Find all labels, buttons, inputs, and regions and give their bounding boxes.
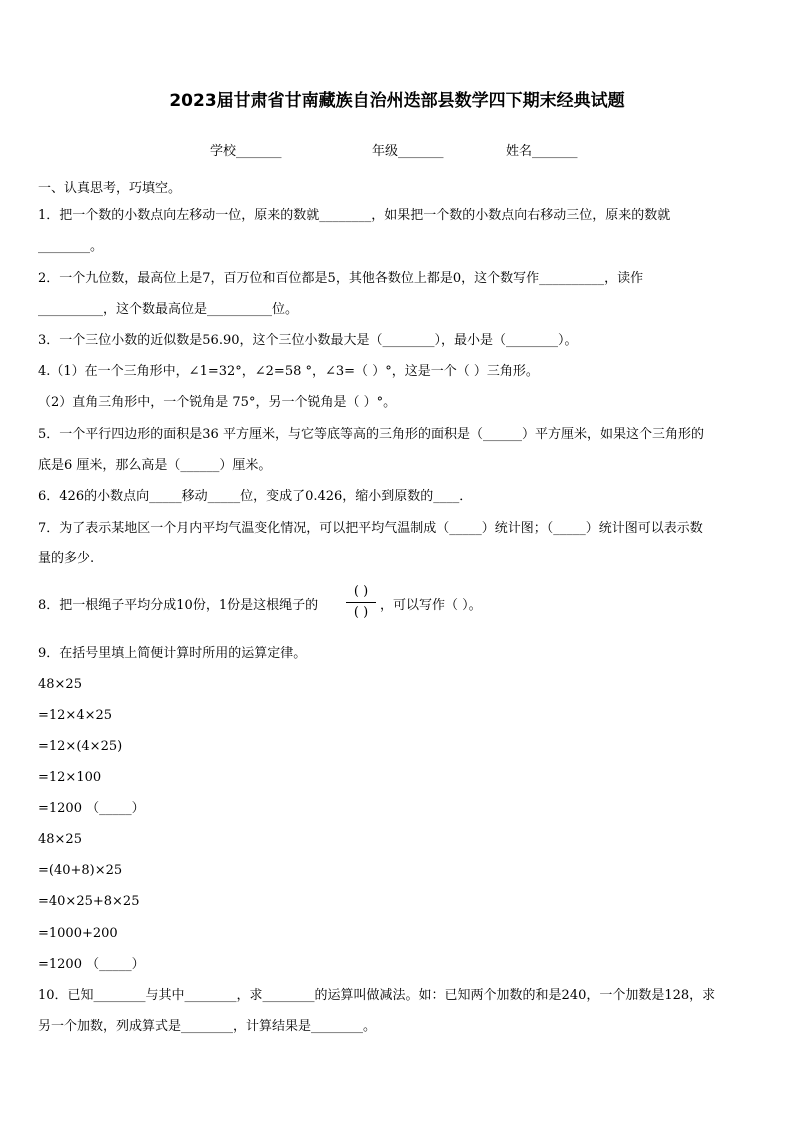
fraction-numerator: ( ) xyxy=(353,584,369,599)
question-1-line-2: ________。 xyxy=(38,239,104,254)
question-8-text: 8．把一根绳子平均分成10份，1份是这根绳子的 xyxy=(38,598,319,613)
question-5-line-1: 5．一个平行四边形的面积是36 平方厘米，与它等底等高的三角形的面积是（______）平方厘米，如果这个三角形的 xyxy=(38,427,704,442)
question-2-line-1: 2．一个九位数，最高位上是7，百万位和百位都是5，其他各数位上都是0，这个数写作__________，读作 xyxy=(38,271,644,286)
section-heading: 一、认真思考，巧填空。 xyxy=(38,181,182,196)
question-9: 9．在括号里填上简便计算时所用的运算定律。 xyxy=(38,646,307,661)
page-title: 2023届甘肃省甘南藏族自治州迭部县数学四下期末经典试题 xyxy=(169,91,625,111)
calc-step: =(40+8)×25 xyxy=(38,863,123,878)
calc-step: 48×25 xyxy=(38,832,82,847)
question-2-line-2: __________，这个数最高位是__________位。 xyxy=(38,302,299,317)
question-8-fraction xyxy=(346,584,376,621)
calc-step: =40×25+8×25 xyxy=(38,894,140,909)
name-field: 姓名_______ xyxy=(506,144,578,159)
question-5-line-2: 底是6 厘米，那么高是（______）厘米。 xyxy=(38,458,272,473)
fraction-denominator: ( ) xyxy=(353,605,369,620)
calc-step: =1200 （_____） xyxy=(38,801,145,816)
question-7-line-2: 量的多少. xyxy=(38,551,95,566)
calc-step: =1200 （_____） xyxy=(38,957,145,972)
question-10-line-1: 10．已知________与其中________，求________的运算叫做减法。如：已知两个加数的和是240，一个加数是128，求 xyxy=(38,988,716,1003)
calc-step: =12×(4×25) xyxy=(38,739,123,754)
fraction-bar xyxy=(346,602,376,603)
question-8-suffix: ，可以写作（ ）。 xyxy=(380,598,482,613)
question-1-line-1: 1．把一个数的小数点向左移动一位，原来的数就________，如果把一个数的小数点向右移动三位，原来的数就 xyxy=(38,208,671,223)
school-field: 学校_______ xyxy=(210,144,282,159)
question-4-line-1: 4.（1）在一个三角形中，∠1=32°，∠2=58 °，∠3=（ ）°，这是一个（ ）三角形。 xyxy=(38,364,539,379)
calc-step: 48×25 xyxy=(38,677,82,692)
grade-field: 年级_______ xyxy=(372,144,444,159)
question-10-line-2: 另一个加数，列成算式是________，计算结果是________。 xyxy=(38,1019,377,1034)
question-6: 6．426的小数点向_____移动_____位，变成了0.426，缩小到原数的____． xyxy=(38,489,473,504)
question-7-line-1: 7．为了表示某地区一个月内平均气温变化情况，可以把平均气温制成（_____）统计图；（_____）统计图可以表示数 xyxy=(38,521,703,536)
calc-step: =12×100 xyxy=(38,770,102,785)
question-4-line-2: （2）直角三角形中，一个锐角是 75°，另一个锐角是（ ）°。 xyxy=(38,395,397,410)
calc-step: =12×4×25 xyxy=(38,708,113,723)
calc-step: =1000+200 xyxy=(38,926,118,941)
question-3: 3．一个三位小数的近似数是56.90，这个三位小数最大是（________），最小是（________）。 xyxy=(38,333,578,348)
